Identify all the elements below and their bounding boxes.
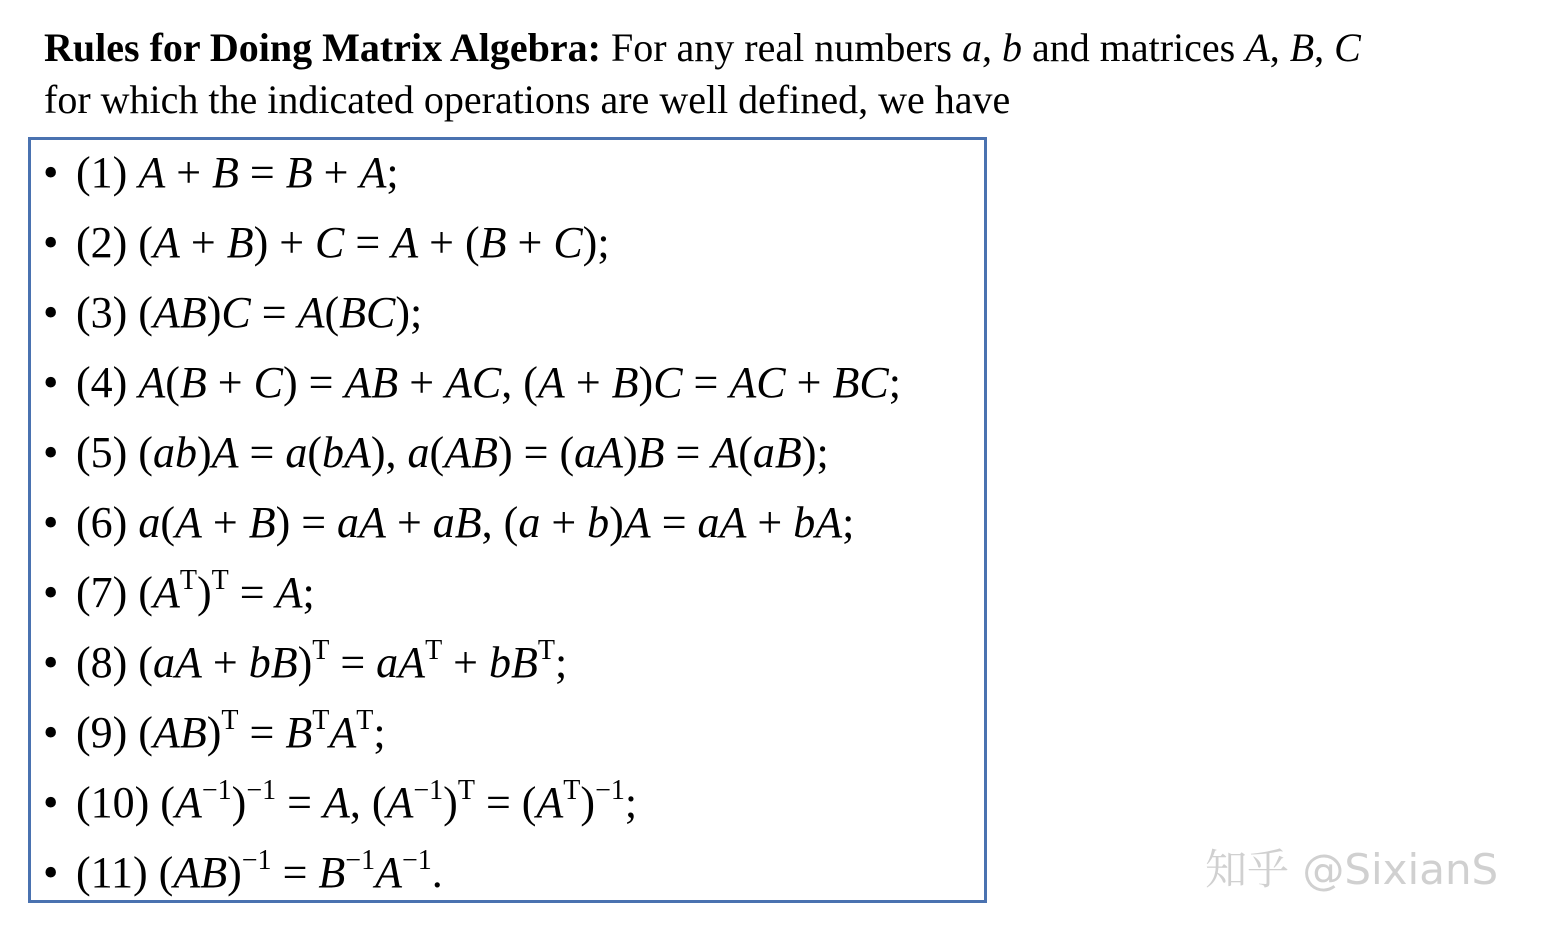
var-C: C <box>1334 25 1361 70</box>
rule-text: (1) A + B = B + A; <box>76 148 399 197</box>
bullet: • <box>43 428 59 477</box>
intro-text-line-2: for which the indicated operations are well defined, we have <box>44 77 1011 122</box>
watermark: 知乎 @SixianS <box>1205 845 1499 894</box>
intro-comma: , <box>1269 25 1290 70</box>
rule-5 <box>43 423 829 483</box>
rule-2 <box>43 213 610 273</box>
rule-4 <box>43 353 901 413</box>
rule-11 <box>43 843 443 903</box>
bullet: • <box>43 778 59 827</box>
intro-text-2: and matrices <box>1022 25 1246 70</box>
rule-3 <box>43 283 422 343</box>
rule-text: (9) $(AB)^T = B^TA^T$; <box>76 705 386 757</box>
var-b: b <box>1002 25 1022 70</box>
rule-8 <box>43 633 567 693</box>
rule-7 <box>43 563 315 623</box>
rules-box <box>28 137 987 903</box>
intro-paragraph <box>44 22 1524 126</box>
rule-text: (10) $(A^{-1})^{-1} = A$, $(A^{-1})^T = (A^T)^{-1}$; <box>76 775 638 827</box>
bullet: • <box>43 358 59 407</box>
rule-text: (3) (AB)C = A(BC); <box>76 288 423 337</box>
rule-text: (2) (A + B) + C = A + (B + C); <box>76 218 610 267</box>
rule-text: (8) $(aA + bB)^T = aA^T + bB^T$; <box>76 635 568 687</box>
bullet: • <box>43 148 59 197</box>
var-a: a <box>962 25 982 70</box>
rule-text: (5) (ab)A = a(bA), a(AB) = (aA)B = A(aB); <box>76 428 829 477</box>
bullet: • <box>43 708 59 757</box>
bullet: • <box>43 848 59 897</box>
intro-comma: , <box>982 25 1002 70</box>
rule-text: (11) $(AB)^{-1} = B^{-1}A^{-1}$. <box>76 845 443 897</box>
intro-heading: Rules for Doing Matrix Algebra: <box>44 25 601 70</box>
rule-1 <box>43 143 399 203</box>
var-A: A <box>1245 25 1270 70</box>
intro-comma: , <box>1314 25 1335 70</box>
bullet: • <box>43 498 59 547</box>
rule-text: (6) a(A + B) = aA + aB, (a + b)A = aA + bA; <box>76 498 855 547</box>
bullet: • <box>43 218 59 267</box>
bullet: • <box>43 568 59 617</box>
bullet: • <box>43 638 59 687</box>
rule-10 <box>43 773 637 833</box>
bullet: • <box>43 288 59 337</box>
intro-text-1: For any real numbers <box>600 25 962 70</box>
rule-text: (4) A(B + C) = AB + AC, (A + B)C = AC + BC; <box>76 358 901 407</box>
rule-9 <box>43 703 386 763</box>
var-B: B <box>1289 25 1315 70</box>
rule-text: (7) $(A^T)^T = A$; <box>76 565 315 617</box>
rule-6 <box>43 493 854 553</box>
